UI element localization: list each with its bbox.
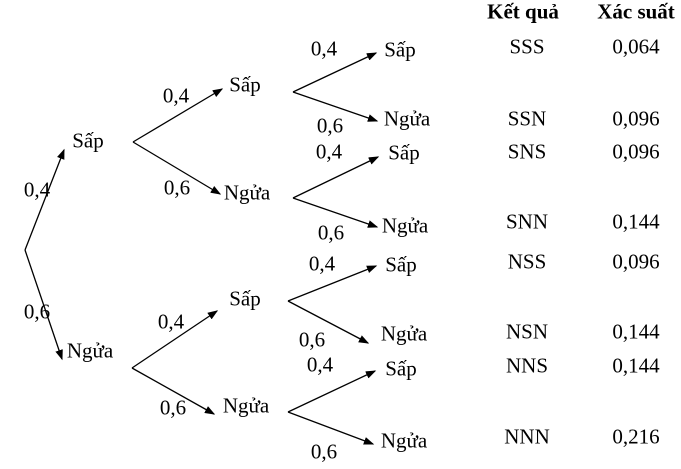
outcome-nsn: NSN — [505, 319, 549, 344]
outcome-sns: SNS — [507, 139, 547, 164]
leaf-label-nnn: Ngửa — [380, 428, 428, 453]
branch-prob-n-ns: 0,4 — [157, 309, 185, 334]
branch-prob-sss: 0,4 — [310, 36, 338, 61]
branch-prob-nss: 0,4 — [308, 251, 336, 276]
branch-prob-nnn: 0,6 — [310, 439, 338, 464]
outcome-snn: SNN — [505, 209, 549, 234]
branch-prob-root-sap: 0,4 — [23, 177, 51, 202]
branch-prob-snn: 0,6 — [317, 220, 345, 245]
branch-prob-sns: 0,4 — [315, 139, 343, 164]
node-label-nn: Ngửa — [222, 393, 270, 418]
leaf-label-nsn: Ngửa — [380, 321, 428, 346]
probability-nnn: 0,216 — [612, 424, 660, 449]
branch-prob-ssn: 0,6 — [316, 113, 344, 138]
branch-prob-nsn: 0,6 — [298, 327, 326, 352]
probability-sss: 0,064 — [612, 34, 660, 59]
leaf-label-sss: Sấp — [384, 37, 416, 62]
probability-sns: 0,096 — [612, 139, 660, 164]
outcome-sss: SSS — [509, 34, 545, 59]
column-header-outcome: Kết quả — [487, 0, 559, 24]
leaf-label-sns: Sấp — [388, 140, 420, 165]
branch-prob-s-ss: 0,4 — [162, 83, 190, 108]
branch-prob-root-ngua: 0,6 — [23, 299, 51, 324]
column-header-probability: Xác suất — [597, 0, 675, 24]
node-label-ngua: Ngửa — [66, 338, 114, 363]
node-label-ns: Sấp — [229, 286, 261, 311]
probability-nns: 0,144 — [612, 353, 660, 378]
edge-nn-nns — [288, 371, 375, 412]
leaf-label-nns: Sấp — [385, 356, 417, 381]
leaf-label-nss: Sấp — [385, 252, 417, 277]
outcome-nnn: NNN — [504, 424, 550, 449]
branch-prob-nns: 0,4 — [306, 352, 334, 377]
node-label-sn: Ngửa — [223, 180, 271, 205]
outcome-ssn: SSN — [507, 106, 547, 131]
outcome-nss: NSS — [507, 249, 547, 274]
node-label-sap: Sấp — [72, 128, 104, 153]
probability-ssn: 0,096 — [612, 106, 660, 131]
probability-snn: 0,144 — [612, 209, 660, 234]
node-label-ss: Sấp — [229, 72, 261, 97]
leaf-label-snn: Ngửa — [381, 213, 429, 238]
leaf-label-ssn: Ngửa — [383, 106, 431, 131]
branch-prob-s-sn: 0,6 — [163, 175, 191, 200]
probability-nsn: 0,144 — [612, 319, 660, 344]
outcome-nns: NNS — [505, 353, 549, 378]
branch-prob-n-nn: 0,6 — [159, 395, 187, 420]
probability-nss: 0,096 — [612, 249, 660, 274]
